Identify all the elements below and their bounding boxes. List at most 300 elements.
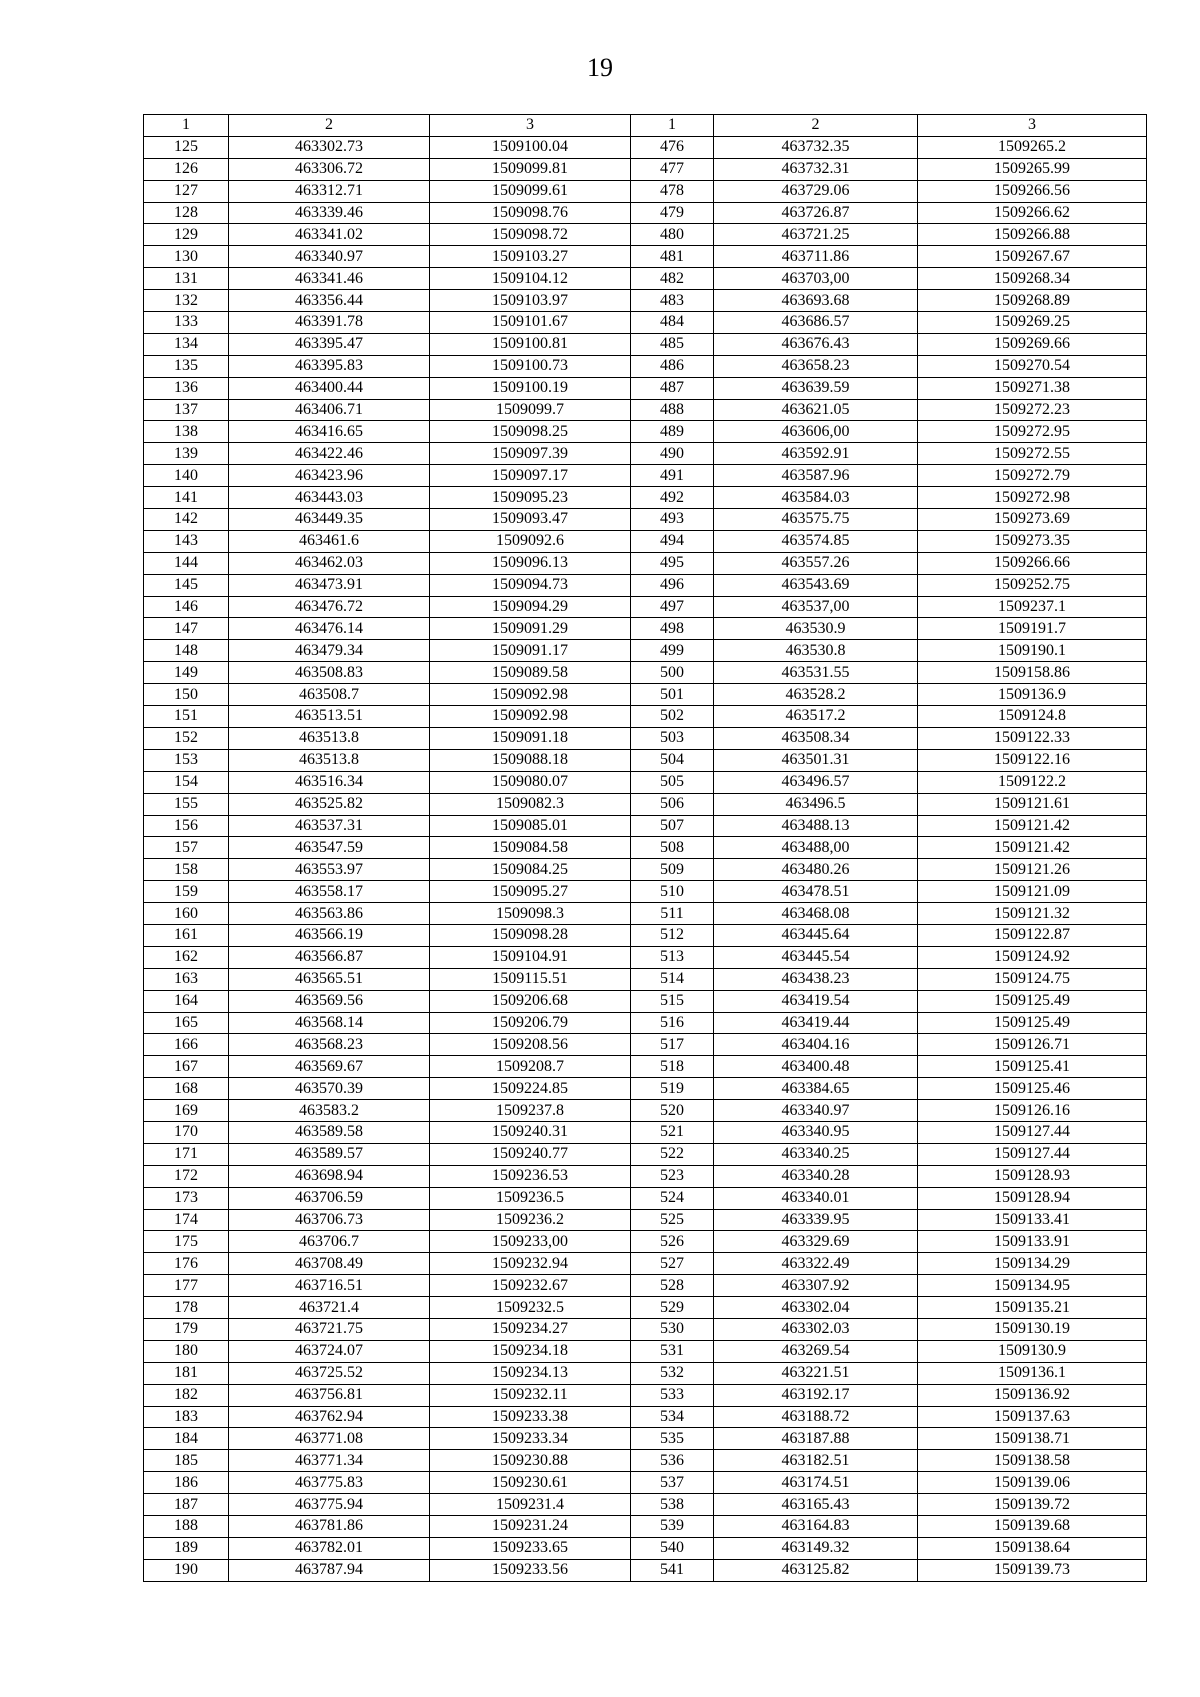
y-coordinate-cell: 1509232.11 <box>430 1384 631 1406</box>
point-number-cell: 152 <box>144 727 229 749</box>
x-coordinate-cell: 463473.91 <box>229 574 430 596</box>
x-coordinate-cell: 463782.01 <box>229 1537 430 1559</box>
point-number-cell: 482 <box>631 268 714 290</box>
y-coordinate-cell: 1509103.97 <box>430 290 631 312</box>
point-number-cell: 531 <box>631 1340 714 1362</box>
y-coordinate-cell: 1509272.79 <box>918 465 1147 487</box>
table-row <box>144 1056 1147 1078</box>
y-coordinate-cell: 1509266.66 <box>918 552 1147 574</box>
y-coordinate-cell: 1509266.56 <box>918 180 1147 202</box>
table-row <box>144 136 1147 158</box>
y-coordinate-cell: 1509271.38 <box>918 377 1147 399</box>
y-coordinate-cell: 1509233.56 <box>430 1559 631 1581</box>
x-coordinate-cell: 463400.48 <box>714 1056 918 1078</box>
point-number-cell: 134 <box>144 333 229 355</box>
y-coordinate-cell: 1509133.41 <box>918 1209 1147 1231</box>
x-coordinate-cell: 463513.8 <box>229 727 430 749</box>
table-row <box>144 224 1147 246</box>
x-coordinate-cell: 463592.91 <box>714 443 918 465</box>
x-coordinate-cell: 463340.25 <box>714 1143 918 1165</box>
x-coordinate-cell: 463543.69 <box>714 574 918 596</box>
y-coordinate-cell: 1509104.12 <box>430 268 631 290</box>
y-coordinate-cell: 1509136.9 <box>918 684 1147 706</box>
x-coordinate-cell: 463445.64 <box>714 924 918 946</box>
y-coordinate-cell: 1509224.85 <box>430 1078 631 1100</box>
point-number-cell: 535 <box>631 1428 714 1450</box>
point-number-cell: 491 <box>631 465 714 487</box>
coordinates-table <box>143 114 1147 1582</box>
x-coordinate-cell: 463583.2 <box>229 1100 430 1122</box>
y-coordinate-cell: 1509234.13 <box>430 1362 631 1384</box>
y-coordinate-cell: 1509124.92 <box>918 946 1147 968</box>
x-coordinate-cell: 463312.71 <box>229 180 430 202</box>
point-number-cell: 517 <box>631 1034 714 1056</box>
table-row <box>144 246 1147 268</box>
y-coordinate-cell: 1509158.86 <box>918 662 1147 684</box>
header-cell: 1 <box>144 115 229 137</box>
x-coordinate-cell: 463182.51 <box>714 1450 918 1472</box>
x-coordinate-cell: 463340.01 <box>714 1187 918 1209</box>
x-coordinate-cell: 463566.87 <box>229 946 430 968</box>
x-coordinate-cell: 463639.59 <box>714 377 918 399</box>
point-number-cell: 501 <box>631 684 714 706</box>
y-coordinate-cell: 1509100.81 <box>430 333 631 355</box>
x-coordinate-cell: 463558.17 <box>229 881 430 903</box>
x-coordinate-cell: 463322.49 <box>714 1253 918 1275</box>
y-coordinate-cell: 1509130.9 <box>918 1340 1147 1362</box>
point-number-cell: 189 <box>144 1537 229 1559</box>
x-coordinate-cell: 463125.82 <box>714 1559 918 1581</box>
y-coordinate-cell: 1509121.32 <box>918 903 1147 925</box>
y-coordinate-cell: 1509136.1 <box>918 1362 1147 1384</box>
point-number-cell: 490 <box>631 443 714 465</box>
point-number-cell: 183 <box>144 1406 229 1428</box>
point-number-cell: 142 <box>144 509 229 531</box>
point-number-cell: 541 <box>631 1559 714 1581</box>
x-coordinate-cell: 463606,00 <box>714 421 918 443</box>
y-coordinate-cell: 1509273.35 <box>918 530 1147 552</box>
y-coordinate-cell: 1509082.3 <box>430 793 631 815</box>
point-number-cell: 489 <box>631 421 714 443</box>
point-number-cell: 166 <box>144 1034 229 1056</box>
x-coordinate-cell: 463781.86 <box>229 1516 430 1538</box>
point-number-cell: 175 <box>144 1231 229 1253</box>
point-number-cell: 497 <box>631 596 714 618</box>
point-number-cell: 137 <box>144 399 229 421</box>
y-coordinate-cell: 1509091.29 <box>430 618 631 640</box>
y-coordinate-cell: 1509084.58 <box>430 837 631 859</box>
point-number-cell: 526 <box>631 1231 714 1253</box>
point-number-cell: 171 <box>144 1143 229 1165</box>
point-number-cell: 509 <box>631 859 714 881</box>
point-number-cell: 186 <box>144 1472 229 1494</box>
header-cell: 3 <box>918 115 1147 137</box>
y-coordinate-cell: 1509236.2 <box>430 1209 631 1231</box>
point-number-cell: 510 <box>631 881 714 903</box>
x-coordinate-cell: 463462.03 <box>229 552 430 574</box>
y-coordinate-cell: 1509099.81 <box>430 158 631 180</box>
point-number-cell: 127 <box>144 180 229 202</box>
point-number-cell: 139 <box>144 443 229 465</box>
point-number-cell: 148 <box>144 640 229 662</box>
y-coordinate-cell: 1509236.5 <box>430 1187 631 1209</box>
y-coordinate-cell: 1509097.39 <box>430 443 631 465</box>
x-coordinate-cell: 463589.58 <box>229 1121 430 1143</box>
x-coordinate-cell: 463508.34 <box>714 727 918 749</box>
x-coordinate-cell: 463269.54 <box>714 1340 918 1362</box>
x-coordinate-cell: 463574.85 <box>714 530 918 552</box>
y-coordinate-cell: 1509095.27 <box>430 881 631 903</box>
table-row <box>144 903 1147 925</box>
x-coordinate-cell: 463192.17 <box>714 1384 918 1406</box>
x-coordinate-cell: 463530.8 <box>714 640 918 662</box>
x-coordinate-cell: 463404.16 <box>714 1034 918 1056</box>
table-row <box>144 990 1147 1012</box>
point-number-cell: 528 <box>631 1275 714 1297</box>
y-coordinate-cell: 1509094.73 <box>430 574 631 596</box>
x-coordinate-cell: 463340.28 <box>714 1165 918 1187</box>
point-number-cell: 160 <box>144 903 229 925</box>
x-coordinate-cell: 463693.68 <box>714 290 918 312</box>
y-coordinate-cell: 1509098.3 <box>430 903 631 925</box>
x-coordinate-cell: 463775.83 <box>229 1472 430 1494</box>
point-number-cell: 125 <box>144 136 229 158</box>
y-coordinate-cell: 1509233,00 <box>430 1231 631 1253</box>
x-coordinate-cell: 463395.83 <box>229 355 430 377</box>
y-coordinate-cell: 1509268.34 <box>918 268 1147 290</box>
y-coordinate-cell: 1509236.53 <box>430 1165 631 1187</box>
point-number-cell: 187 <box>144 1494 229 1516</box>
y-coordinate-cell: 1509135.21 <box>918 1297 1147 1319</box>
x-coordinate-cell: 463570.39 <box>229 1078 430 1100</box>
y-coordinate-cell: 1509231.4 <box>430 1494 631 1516</box>
y-coordinate-cell: 1509096.13 <box>430 552 631 574</box>
y-coordinate-cell: 1509122.16 <box>918 749 1147 771</box>
y-coordinate-cell: 1509097.17 <box>430 465 631 487</box>
y-coordinate-cell: 1509121.26 <box>918 859 1147 881</box>
y-coordinate-cell: 1509137.63 <box>918 1406 1147 1428</box>
point-number-cell: 507 <box>631 815 714 837</box>
y-coordinate-cell: 1509133.91 <box>918 1231 1147 1253</box>
point-number-cell: 150 <box>144 684 229 706</box>
y-coordinate-cell: 1509101.67 <box>430 312 631 334</box>
x-coordinate-cell: 463339.46 <box>229 202 430 224</box>
x-coordinate-cell: 463732.31 <box>714 158 918 180</box>
point-number-cell: 169 <box>144 1100 229 1122</box>
y-coordinate-cell: 1509095.23 <box>430 487 631 509</box>
y-coordinate-cell: 1509139.73 <box>918 1559 1147 1581</box>
table-row <box>144 1384 1147 1406</box>
x-coordinate-cell: 463416.65 <box>229 421 430 443</box>
x-coordinate-cell: 463174.51 <box>714 1472 918 1494</box>
y-coordinate-cell: 1509252.75 <box>918 574 1147 596</box>
table-row <box>144 158 1147 180</box>
table-row <box>144 924 1147 946</box>
point-number-cell: 162 <box>144 946 229 968</box>
x-coordinate-cell: 463762.94 <box>229 1406 430 1428</box>
point-number-cell: 179 <box>144 1318 229 1340</box>
table-row <box>144 1209 1147 1231</box>
point-number-cell: 138 <box>144 421 229 443</box>
point-number-cell: 157 <box>144 837 229 859</box>
x-coordinate-cell: 463422.46 <box>229 443 430 465</box>
y-coordinate-cell: 1509134.95 <box>918 1275 1147 1297</box>
point-number-cell: 163 <box>144 968 229 990</box>
point-number-cell: 527 <box>631 1253 714 1275</box>
y-coordinate-cell: 1509122.87 <box>918 924 1147 946</box>
point-number-cell: 492 <box>631 487 714 509</box>
x-coordinate-cell: 463676.43 <box>714 333 918 355</box>
y-coordinate-cell: 1509270.54 <box>918 355 1147 377</box>
table-row <box>144 968 1147 990</box>
point-number-cell: 496 <box>631 574 714 596</box>
x-coordinate-cell: 463501.31 <box>714 749 918 771</box>
x-coordinate-cell: 463716.51 <box>229 1275 430 1297</box>
y-coordinate-cell: 1509098.76 <box>430 202 631 224</box>
point-number-cell: 135 <box>144 355 229 377</box>
point-number-cell: 136 <box>144 377 229 399</box>
y-coordinate-cell: 1509124.75 <box>918 968 1147 990</box>
y-coordinate-cell: 1509232.67 <box>430 1275 631 1297</box>
y-coordinate-cell: 1509265.2 <box>918 136 1147 158</box>
x-coordinate-cell: 463706.7 <box>229 1231 430 1253</box>
x-coordinate-cell: 463658.23 <box>714 355 918 377</box>
x-coordinate-cell: 463341.46 <box>229 268 430 290</box>
x-coordinate-cell: 463445.54 <box>714 946 918 968</box>
y-coordinate-cell: 1509237.8 <box>430 1100 631 1122</box>
point-number-cell: 502 <box>631 706 714 728</box>
table-row <box>144 881 1147 903</box>
point-number-cell: 479 <box>631 202 714 224</box>
point-number-cell: 540 <box>631 1537 714 1559</box>
point-number-cell: 486 <box>631 355 714 377</box>
x-coordinate-cell: 463787.94 <box>229 1559 430 1581</box>
point-number-cell: 168 <box>144 1078 229 1100</box>
x-coordinate-cell: 463443.03 <box>229 487 430 509</box>
point-number-cell: 505 <box>631 771 714 793</box>
table-row <box>144 312 1147 334</box>
point-number-cell: 145 <box>144 574 229 596</box>
table-row <box>144 596 1147 618</box>
point-number-cell: 495 <box>631 552 714 574</box>
y-coordinate-cell: 1509100.04 <box>430 136 631 158</box>
point-number-cell: 176 <box>144 1253 229 1275</box>
y-coordinate-cell: 1509121.42 <box>918 815 1147 837</box>
y-coordinate-cell: 1509272.98 <box>918 487 1147 509</box>
x-coordinate-cell: 463340.97 <box>229 246 430 268</box>
y-coordinate-cell: 1509267.67 <box>918 246 1147 268</box>
y-coordinate-cell: 1509273.69 <box>918 509 1147 531</box>
y-coordinate-cell: 1509098.72 <box>430 224 631 246</box>
x-coordinate-cell: 463686.57 <box>714 312 918 334</box>
point-number-cell: 522 <box>631 1143 714 1165</box>
table-row <box>144 1275 1147 1297</box>
x-coordinate-cell: 463537,00 <box>714 596 918 618</box>
table-row <box>144 421 1147 443</box>
table-row <box>144 727 1147 749</box>
x-coordinate-cell: 463537.31 <box>229 815 430 837</box>
x-coordinate-cell: 463419.44 <box>714 1012 918 1034</box>
x-coordinate-cell: 463708.49 <box>229 1253 430 1275</box>
x-coordinate-cell: 463711.86 <box>714 246 918 268</box>
page-number: 19 <box>587 53 613 82</box>
point-number-cell: 476 <box>631 136 714 158</box>
table-row <box>144 837 1147 859</box>
point-number-cell: 156 <box>144 815 229 837</box>
y-coordinate-cell: 1509231.24 <box>430 1516 631 1538</box>
y-coordinate-cell: 1509134.29 <box>918 1253 1147 1275</box>
y-coordinate-cell: 1509100.19 <box>430 377 631 399</box>
table-row <box>144 1231 1147 1253</box>
table-row <box>144 684 1147 706</box>
point-number-cell: 151 <box>144 706 229 728</box>
y-coordinate-cell: 1509136.92 <box>918 1384 1147 1406</box>
x-coordinate-cell: 463438.23 <box>714 968 918 990</box>
header-cell: 1 <box>631 115 714 137</box>
table-row <box>144 333 1147 355</box>
y-coordinate-cell: 1509127.44 <box>918 1143 1147 1165</box>
table-row <box>144 1143 1147 1165</box>
y-coordinate-cell: 1509128.93 <box>918 1165 1147 1187</box>
x-coordinate-cell: 463517.2 <box>714 706 918 728</box>
point-number-cell: 143 <box>144 530 229 552</box>
x-coordinate-cell: 463756.81 <box>229 1384 430 1406</box>
y-coordinate-cell: 1509272.55 <box>918 443 1147 465</box>
y-coordinate-cell: 1509208.56 <box>430 1034 631 1056</box>
y-coordinate-cell: 1509233.34 <box>430 1428 631 1450</box>
x-coordinate-cell: 463395.47 <box>229 333 430 355</box>
point-number-cell: 487 <box>631 377 714 399</box>
table-row <box>144 1297 1147 1319</box>
table-row <box>144 1078 1147 1100</box>
y-coordinate-cell: 1509104.91 <box>430 946 631 968</box>
point-number-cell: 534 <box>631 1406 714 1428</box>
y-coordinate-cell: 1509126.16 <box>918 1100 1147 1122</box>
point-number-cell: 159 <box>144 881 229 903</box>
table-row <box>144 946 1147 968</box>
y-coordinate-cell: 1509103.27 <box>430 246 631 268</box>
point-number-cell: 140 <box>144 465 229 487</box>
y-coordinate-cell: 1509092.6 <box>430 530 631 552</box>
x-coordinate-cell: 463525.82 <box>229 793 430 815</box>
y-coordinate-cell: 1509115.51 <box>430 968 631 990</box>
point-number-cell: 504 <box>631 749 714 771</box>
point-number-cell: 146 <box>144 596 229 618</box>
table-row <box>144 1340 1147 1362</box>
y-coordinate-cell: 1509125.49 <box>918 1012 1147 1034</box>
point-number-cell: 158 <box>144 859 229 881</box>
table-row <box>144 793 1147 815</box>
point-number-cell: 188 <box>144 1516 229 1538</box>
table-row <box>144 443 1147 465</box>
point-number-cell: 130 <box>144 246 229 268</box>
x-coordinate-cell: 463553.97 <box>229 859 430 881</box>
point-number-cell: 181 <box>144 1362 229 1384</box>
table-row <box>144 771 1147 793</box>
point-number-cell: 154 <box>144 771 229 793</box>
point-number-cell: 170 <box>144 1121 229 1143</box>
table-row <box>144 1472 1147 1494</box>
x-coordinate-cell: 463557.26 <box>714 552 918 574</box>
table-row <box>144 1121 1147 1143</box>
point-number-cell: 529 <box>631 1297 714 1319</box>
y-coordinate-cell: 1509098.28 <box>430 924 631 946</box>
y-coordinate-cell: 1509091.17 <box>430 640 631 662</box>
point-number-cell: 172 <box>144 1165 229 1187</box>
x-coordinate-cell: 463384.65 <box>714 1078 918 1100</box>
point-number-cell: 515 <box>631 990 714 1012</box>
y-coordinate-cell: 1509130.19 <box>918 1318 1147 1340</box>
x-coordinate-cell: 463587.96 <box>714 465 918 487</box>
point-number-cell: 519 <box>631 1078 714 1100</box>
point-number-cell: 537 <box>631 1472 714 1494</box>
x-coordinate-cell: 463569.56 <box>229 990 430 1012</box>
x-coordinate-cell: 463732.35 <box>714 136 918 158</box>
table-row <box>144 1034 1147 1056</box>
table-row <box>144 618 1147 640</box>
y-coordinate-cell: 1509266.88 <box>918 224 1147 246</box>
x-coordinate-cell: 463726.87 <box>714 202 918 224</box>
x-coordinate-cell: 463698.94 <box>229 1165 430 1187</box>
y-coordinate-cell: 1509266.62 <box>918 202 1147 224</box>
table-row <box>144 530 1147 552</box>
table-row <box>144 815 1147 837</box>
x-coordinate-cell: 463530.9 <box>714 618 918 640</box>
point-number-cell: 126 <box>144 158 229 180</box>
x-coordinate-cell: 463568.14 <box>229 1012 430 1034</box>
point-number-cell: 161 <box>144 924 229 946</box>
table-row <box>144 1100 1147 1122</box>
point-number-cell: 539 <box>631 1516 714 1538</box>
point-number-cell: 512 <box>631 924 714 946</box>
point-number-cell: 141 <box>144 487 229 509</box>
y-coordinate-cell: 1509139.72 <box>918 1494 1147 1516</box>
y-coordinate-cell: 1509206.68 <box>430 990 631 1012</box>
x-coordinate-cell: 463531.55 <box>714 662 918 684</box>
x-coordinate-cell: 463771.34 <box>229 1450 430 1472</box>
point-number-cell: 514 <box>631 968 714 990</box>
table-row <box>144 859 1147 881</box>
y-coordinate-cell: 1509126.71 <box>918 1034 1147 1056</box>
x-coordinate-cell: 463725.52 <box>229 1362 430 1384</box>
y-coordinate-cell: 1509234.18 <box>430 1340 631 1362</box>
y-coordinate-cell: 1509233.38 <box>430 1406 631 1428</box>
y-coordinate-cell: 1509127.44 <box>918 1121 1147 1143</box>
point-number-cell: 149 <box>144 662 229 684</box>
x-coordinate-cell: 463356.44 <box>229 290 430 312</box>
table-row <box>144 509 1147 531</box>
y-coordinate-cell: 1509232.94 <box>430 1253 631 1275</box>
table-row <box>144 377 1147 399</box>
header-cell: 2 <box>229 115 430 137</box>
x-coordinate-cell: 463575.75 <box>714 509 918 531</box>
table-row <box>144 465 1147 487</box>
x-coordinate-cell: 463584.03 <box>714 487 918 509</box>
point-number-cell: 521 <box>631 1121 714 1143</box>
x-coordinate-cell: 463400.44 <box>229 377 430 399</box>
x-coordinate-cell: 463721.75 <box>229 1318 430 1340</box>
x-coordinate-cell: 463563.86 <box>229 903 430 925</box>
table-row <box>144 662 1147 684</box>
point-number-cell: 167 <box>144 1056 229 1078</box>
table-row <box>144 202 1147 224</box>
table-row <box>144 706 1147 728</box>
point-number-cell: 494 <box>631 530 714 552</box>
y-coordinate-cell: 1509139.06 <box>918 1472 1147 1494</box>
y-coordinate-cell: 1509138.71 <box>918 1428 1147 1450</box>
point-number-cell: 481 <box>631 246 714 268</box>
point-number-cell: 177 <box>144 1275 229 1297</box>
